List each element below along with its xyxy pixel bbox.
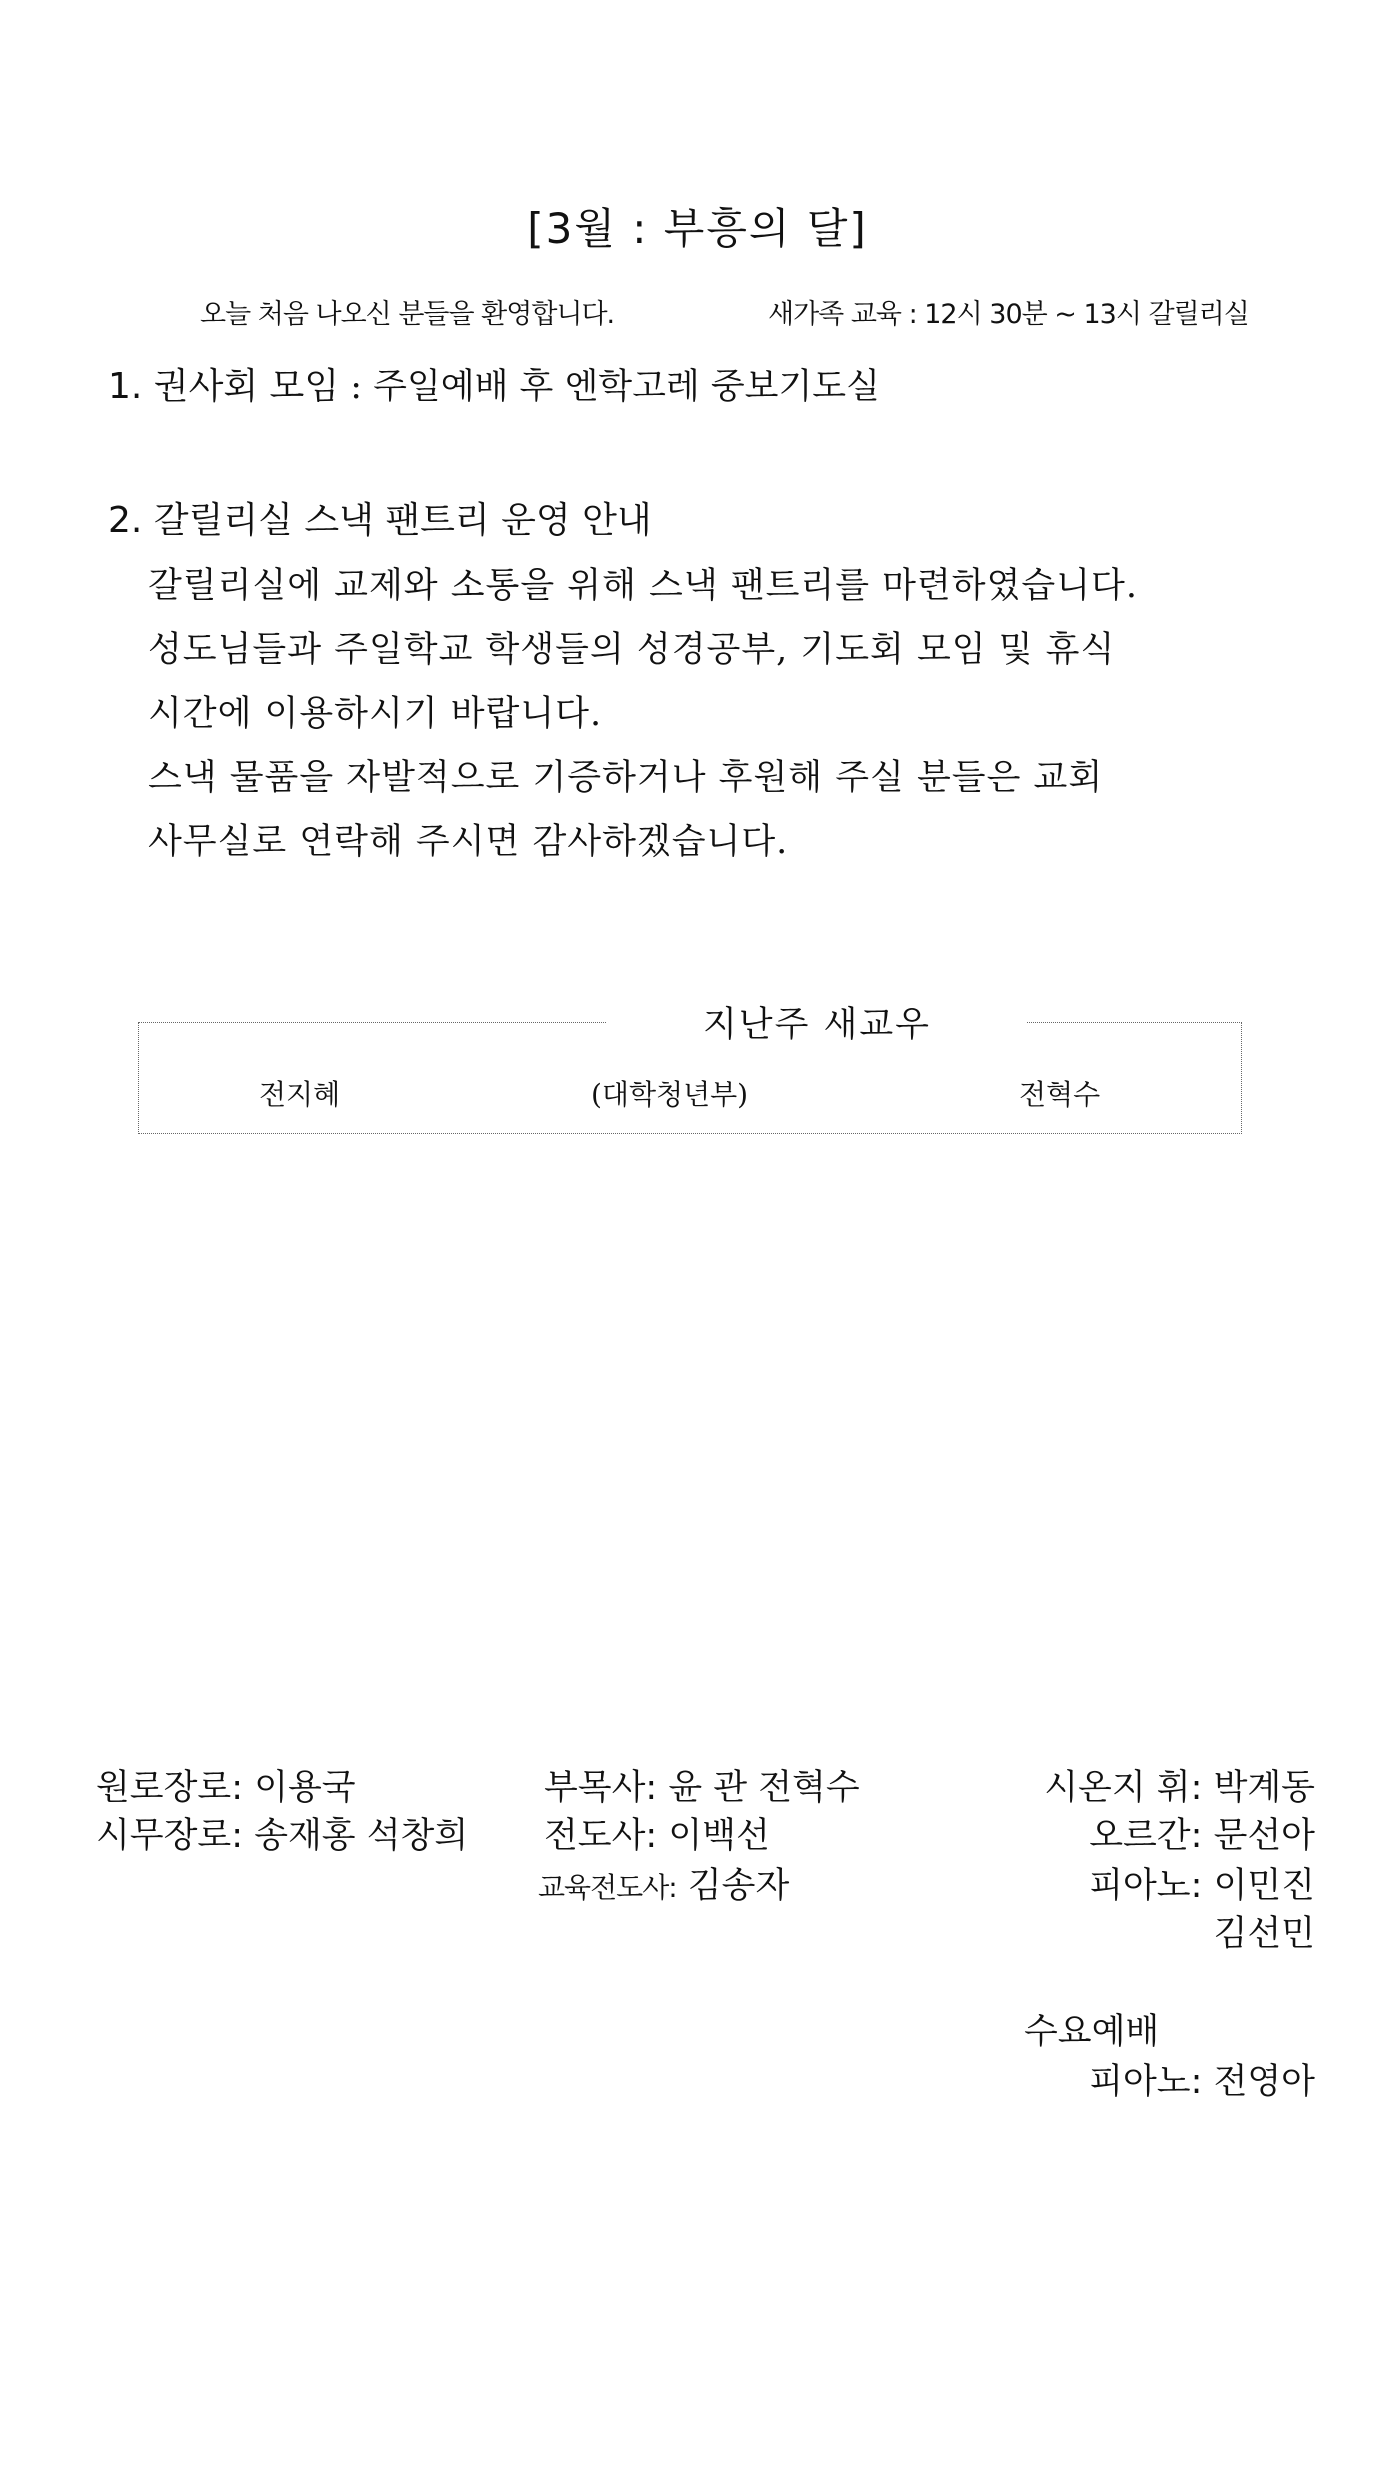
staff-row (544, 1808, 770, 1858)
staff-role: 교육전도사: (538, 1871, 677, 1904)
notice-1-detail: : 주일예배 후 엔학고레 중보기도실 (339, 367, 880, 407)
education-info: 새가족 교육 : 12시 30분 ~ 13시 갈릴리실 (768, 299, 1249, 330)
staff-role: 피아노: (1089, 1866, 1203, 1906)
staff-name: 윤 관 전혁수 (668, 1768, 860, 1808)
staff-row (1044, 1760, 1315, 1810)
staff-name: 김선민 (1213, 1914, 1315, 1954)
new-member-name: 전혁수 (1019, 1078, 1101, 1111)
staff-name: 송재홍 석창희 (254, 1816, 469, 1856)
staff-role: 시무장로: (96, 1816, 244, 1856)
new-member-name: 전지혜 (259, 1078, 341, 1111)
wednesday-heading (1024, 2004, 1159, 2054)
staff-row (1089, 1808, 1315, 1858)
staff-row (538, 1858, 789, 1908)
staff-name: 김송자 (687, 1866, 790, 1906)
notice-2-heading: 2. 갈릴리실 스낵 팬트리 운영 안내 (108, 500, 652, 541)
new-members-title: 지난주 새교우 (607, 997, 1027, 1047)
staff-row (96, 1808, 468, 1858)
staff-role: 오르간: (1089, 1816, 1203, 1856)
notice-2-line: 사무실로 연락해 주시면 감사하겠습니다. (148, 822, 789, 862)
wednesday-heading-text: 수요예배 (1024, 2012, 1160, 2052)
welcome-text: 오늘 처음 나오신 분들을 환영합니다. (200, 299, 615, 330)
new-members-box (138, 1005, 1242, 1134)
staff-name: 문선아 (1213, 1816, 1315, 1856)
staff-role: 시온지 휘: (1044, 1768, 1203, 1808)
staff-role: 원로장로: (96, 1768, 244, 1808)
staff-role: 부목사: (544, 1768, 658, 1808)
staff-role: 전도사: (544, 1816, 658, 1856)
staff-row (544, 1760, 860, 1810)
staff-name: 박계동 (1213, 1768, 1315, 1808)
notice-1-heading: 1. 권사회 모임 (108, 366, 340, 407)
staff-name: 이용국 (254, 1768, 356, 1808)
notice-2-line: 성도님들과 주일학교 학생들의 성경공부, 기도회 모임 및 휴식 (148, 630, 1116, 670)
staff-name: 이백선 (668, 1816, 770, 1856)
staff-row (96, 1760, 356, 1810)
staff-name: 전영아 (1213, 2062, 1315, 2102)
notice-1 (108, 358, 880, 409)
staff-role: 피아노: (1089, 2062, 1203, 2102)
new-member-department: (대학청년부) (591, 1078, 749, 1111)
page-title: [3월 : 부흥의 달] (527, 204, 868, 253)
staff-name: 이민진 (1213, 1866, 1315, 1906)
staff-row (1089, 2054, 1315, 2104)
notice-2-line: 시간에 이용하시기 바랍니다. (148, 694, 603, 734)
notice-2-line: 스낵 물품을 자발적으로 기증하거나 후원해 주실 분들은 교회 (148, 758, 1104, 798)
staff-row (1089, 1858, 1315, 1908)
staff-row (1214, 1906, 1315, 1956)
notice-2-line: 갈릴리실에 교제와 소통을 위해 스낵 팬트리를 마련하였습니다. (148, 566, 1138, 606)
